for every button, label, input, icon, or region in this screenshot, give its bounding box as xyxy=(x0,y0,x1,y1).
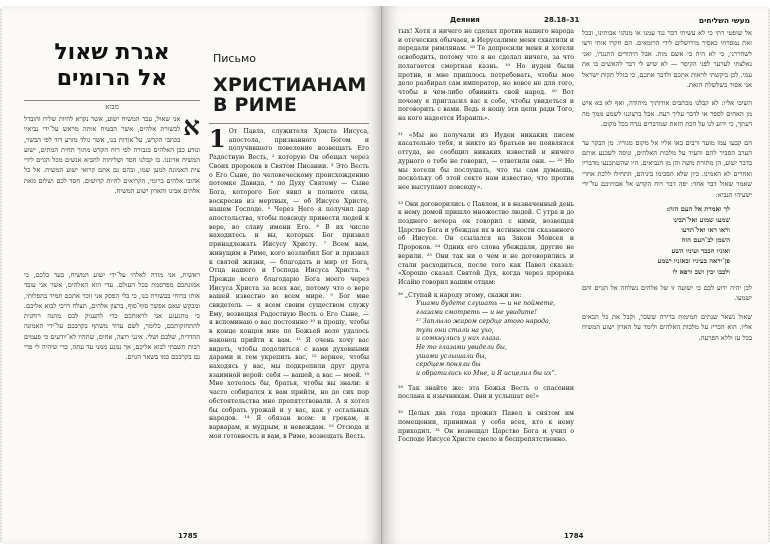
right-hebrew-text-2: השיבו אליו: לא קבלנו מכתבים אודותיך מיהודה, ואף לא בא איש מן האחים לספר או לדבר עליך רעה. אבל ברצוננו לשמע ממך מה דעתך, כי ידוע לנו על הכת הזאת שמדברים נגדה בכל מקום. xyxy=(582,99,752,129)
running-head-reference: 28.18–31 xyxy=(544,16,580,24)
running-head-hebrew: מעשי השליחים xyxy=(698,16,750,25)
hebrew-intro-label: מבוא xyxy=(105,103,119,111)
russian-poem-line-6: Не то глазами увидели бы, xyxy=(416,343,507,351)
russian-poem-line-5: и сомкнулись у них глаза. xyxy=(416,335,502,343)
russian-subtitle: Письмо xyxy=(213,52,256,65)
right-page xyxy=(384,6,768,544)
right-hebrew-text-3: הם קבעו עמו מועד ורבים באו אליו אל מקום מגוריו. מן הבקר עד הערב הסביר להם והעיד על מלכות האלהים, וניסה לשכנע אותם בדבר ישוע, הן מתורת משה והן מן הנביאים. היו שהשתכנעו מדבריו ואחרים לא האמינו. כיון שלא הסכימו ביניהם, התחילו ללכת אחרי שאמר שאול דבר אחד: יפה דבר רוח הקדש אל אבותיכם על־ידי ישעיהו הנביא: xyxy=(582,138,752,199)
running-head-book: Деяния xyxy=(450,16,480,24)
left-page xyxy=(2,6,382,544)
russian-text-3: ⁶ В их числе находитесь и вы, которых Бог призвал принадлежать Иисусу Христу. ⁷ Всем вам, живущим в Риме, кого возлюбил Бог и призвал к святой жизни, — благодать и мир от Бога, Отца нашего и Господа Иисуса Христа. xyxy=(209,223,369,275)
right-russian-column xyxy=(398,28,574,510)
russian-drop-cap: 1 xyxy=(209,128,226,153)
russian-body xyxy=(209,128,369,459)
russian-column xyxy=(209,52,369,459)
russian-poem-line-9: и обратились ко Мне, и Я исцелил бы их“. xyxy=(416,370,557,378)
hebrew-title-line-2: אל הרומים xyxy=(56,66,168,91)
russian-title-line-2: В РИМЕ xyxy=(213,94,298,116)
russian-poem-line-2: глазами смотреть — и не увидите! xyxy=(416,309,537,317)
hebrew-poem-line-6: פן־יראה בעיניו ובאזניו ישמע xyxy=(657,257,730,266)
hebrew-title-rule xyxy=(24,100,200,101)
hebrew-poem-line-7: ולבבו יבין ושב ורפא לו xyxy=(672,267,730,276)
right-hebrew-text-1: אל שופטי דתי כי לא עשיתי דבר נגד עמנו או מנהגי אבותינו, ובכל זאת נמסרתי כאסיר מירושלים לידי הרומאים. הם חקרו אותי ורצו לשחררני, כי לא היה בי אשם מות. אבל היהודים התנגדו, ואני נאלצתי לערער לפני הקיסר — לא שיש לי דבר להאשים בו את עמי. לכן ביקשתי לראות אתכם ולדבר אתכם, כי בגלל תקות ישראל אני אסור בשלשלת הזאת. xyxy=(582,29,752,90)
russian-poem-line-1: Ушами будете слушать — и не поймете, xyxy=(416,300,556,308)
russian-poem-line-3: ²⁷ Заплыло жиром сердце этого народа, xyxy=(416,317,551,325)
right-hebrew-column xyxy=(582,28,752,518)
russian-text-2: ³ Это Весть о Его Сыне, по человеческому происхождению потомке Давида, ⁴ по Духу Святому — Сыне Бога, которого Бог явил в полноте силы, воскресив из мертвых, — об Иисусе Христе, нашем Господе. ⁵ Через Него я получил дар апостольства, чтобы повсюду привести людей к вере, во славу имени Его. xyxy=(209,162,369,231)
right-hebrew-text-5: שאול נשאר שנתים תמימות בדירה ששכר, וקבל את כל הבאים אליו. הוא הכריז על מלכות האלהים ולימד על האדון ישוע המשיח בכל עז וללא הפרעה. xyxy=(582,312,752,342)
hebrew-poem-line-5: ואזניו הכבד ועיניו השע xyxy=(671,246,730,255)
russian-title-rule xyxy=(209,123,369,124)
right-russian-poem-intro: ²⁶ „Ступай к народу этому, скажи им: xyxy=(398,291,522,299)
right-russian-text-3: ²³ Они договорились с Павлом, и в назначенный день к нему домой пришло множество людей. С утра и до позднего вечера он говорил с ними, возвещая Царство Бога и убеждая их в истинности сказанного об Иисусе. Он ссылался на Закон Моисея и Пророков. ²⁴ Одних его слова убеждали, другие не верили. ²⁵ Они так ни о чем и не договорились и стали расходиться, после того как Павел сказал: «Хорошо сказал Святой Дух, когда через пророка Исайю говорил вашим отцам: xyxy=(398,200,574,286)
right-hebrew-text-4: לכן יהיה ידוע לכם כי ישועה זו של אלהים נשלחה אל הגוים והם ישמעו. xyxy=(582,283,752,303)
hebrew-paragraph-1-text: אני שאול, עבד המשיח ישוע, אשר נקרא להיות שליח והובדל לבשורת אלהים, אשר הבטיח אותה מראש על־ידי נביאיו בכתבי הקדש, על־אודות בנו, אשר נולד מזרע דוד לפי הבשר, ונודע כבן האלהים בגבורה לפי רוח הקדש מתוך תחית המתים, ישוע המשיח אדוננו. בו קבלנו חסד ושליחות להביא אנשים מכל הגוים לידי צית האמונה למען שמו, ובהם גם אתם קרואי ישוע המשיח. אל כל אהובי אלהים ברומי, הקרואים להיות קדושים. חסד לכם ושלום מאת אלהים אבינו והאדון ישוע המשיח. xyxy=(24,115,200,196)
right-russian-text-1: тых! Хотя я ничего не сделал против нашего народа и отеческих обычаев, в Иерусалиме меня схватили и передали римлянам. ¹⁸ Те допросили меня и хотели освободить, потому что я не сделал ничего, за что полагается смертная казнь. ¹⁹ Но иудеи были против, и мне пришлось потребовать, чтобы мое дело разбирал сам император, но вовсе не для того, чтобы в чем-либо обвинить свой народ. ²⁰ Вот почему я пригласил вас к себе, чтобы увидеться и поговорить с вами. Ведь я ношу эти цепи ради Того, на кого надеется Израиль». xyxy=(398,28,574,123)
hebrew-poem-line-3: וראו ראו ואל־תדעו xyxy=(681,225,730,234)
hebrew-paragraph-1 xyxy=(24,114,200,260)
hebrew-poem-line-4: השמן לב־העם הזה xyxy=(681,236,730,245)
russian-text-4: ⁸ Прежде всего благодарю Бога моего через Иисуса Христа за всех вас, потому что о вере вашей известно во всем мире. ⁹ Бог мне свидетель — я всем своим существом служу Ему, возвещая Радостную Весть о Его Сыне, — я вспоминаю о вас постоянно ¹⁰ и прошу, чтобы в конце концов мне по Божьей воле удалось наконец прийти к вам. ¹¹ Я очень хочу вас видеть, чтобы поделиться с вами духовными дарами и тем укрепить вас, ¹² вернее, чтобы находясь у вас, мы подкрепили друг друга взаимной верой: себя — вашей, а вас — моей. ¹³ Мне хотелось бы, братья, чтобы вы знали: я часто собирался к вам прийти, но до сих пор обстоятельства мне препятствовали. А я хотел бы собрать урожай и у вас, как у остальных народов. ¹⁴ Я обязан всем: и грекам, и варварам, и мудрым, и невеждам. ¹⁵ Отсюда и моя готовность и вам, в Риме, возвещать Весть. xyxy=(209,267,369,440)
hebrew-poem-line-2: שמעו שמוע ואל־תבינו xyxy=(673,215,730,224)
right-russian-text-5: ³⁰ Целых два года прожил Павел в снятом им помещении, принимая у себя всех, кто к нему приходил. ³¹ Он возвещал Царство Бога и учил о Господе Иисусе Христе смело и беспрепятственно. xyxy=(398,410,574,444)
hebrew-column xyxy=(24,40,200,510)
right-russian-text-4: ²⁸ Так знайте же: эта Божья Весть о спасении послана к язычникам. Они и услышат ее!» xyxy=(398,384,574,401)
russian-poem-line-8: сердцем поняли бы xyxy=(416,361,481,369)
russian-poem-line-7: ушами услышали бы, xyxy=(416,352,487,360)
folio-left: 1785 xyxy=(178,532,198,540)
russian-text-1: От Павла, служителя Христа Иисуса, апостола, призванного Богом и получившего повеление возвещать Его Радостную Весть, ² которую Он обещал через Своих пророков в Святом Писании. xyxy=(209,128,369,170)
russian-poem-line-4: туги они стали на ухо, xyxy=(416,326,494,334)
hebrew-title-line-1: אגרת שאול xyxy=(54,40,170,65)
hebrew-drop-cap: א xyxy=(183,114,200,142)
hebrew-poem-line-1: לך ואמרת אל העם הזה: xyxy=(666,205,730,214)
hebrew-paragraph-2: ראשית, אני מודה לאלהי על־ידי ישוע המשיח, בעד כלכם, כי אמונתכם מפרסמת בכל העולם. עדי הוא האלהים, אשר אני עובד אותו ברוחי בבשורת בנו, כי בלי הפסק אני זוכר אתכם תמיד בתפלותי, ומבקש שאם אפשר סוף־סוף, ברצון אלהים, תצלח דרכי לבוא אליכם. כי מתגעגע אני לראותכם כדי להעניק לכם מתנה רוחנית להתחזקותכם, כלומר, לשם עדוד משתף בקרבכם על־ידי האמונה ההדדית, שלכם ושלי. אינני רוצה, אחים, שתהיו לא־יודעים כי פעמים רבות חשבתי לבוא אליכם, אך נמנע ממני עד עתה, כדי שיהיה לי פרי גם בקרבכם כמו בשאר הגוים. xyxy=(24,271,200,362)
right-russian-text-2: ²¹ «Мы не получали из Иудеи никаких писем касательно тебя, и никто из братьев не появлялся оттуда, не сообщил никаких известий и ничего дурного о тебе не говорил, — ответили они. — ²² Но мы хотели бы послушать, что ты сам думаешь, поскольку об этой секте нам известно, что против нее выступают повсюду». xyxy=(398,131,574,191)
folio-right: 1784 xyxy=(564,532,584,540)
russian-title-line-1: ХРИСТИАНАМ xyxy=(213,74,367,96)
